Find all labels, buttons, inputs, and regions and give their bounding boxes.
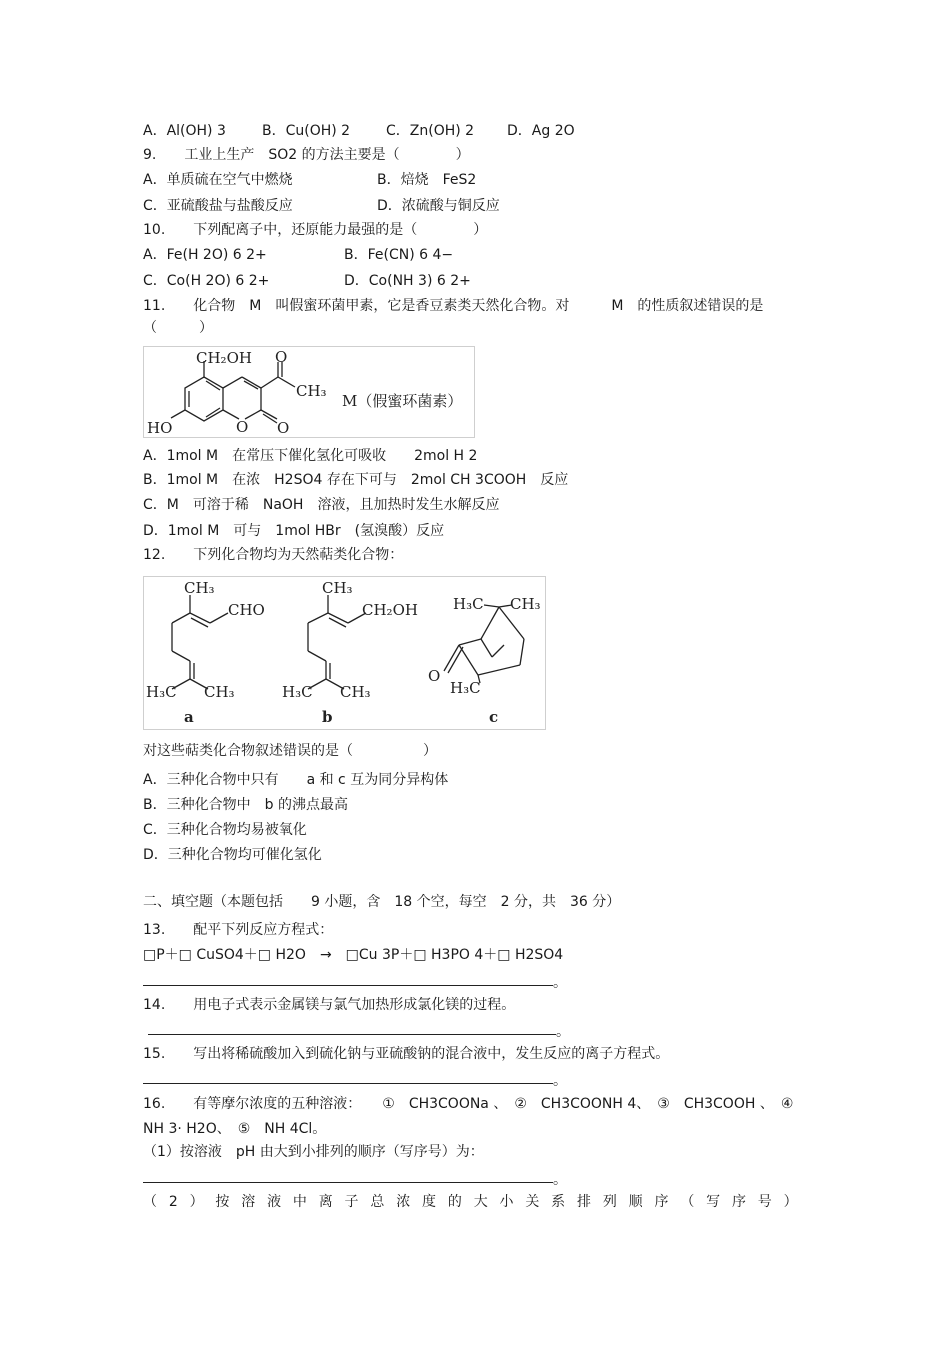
- label-ch3: CH₃: [296, 382, 327, 400]
- q16-part2-char: 号: [757, 1194, 772, 1210]
- q13-stem: 13. 配平下列反应方程式：: [143, 922, 334, 938]
- label-c-h3c: H₃C: [453, 595, 484, 613]
- q16-part2-char: 2: [168, 1194, 178, 1210]
- q16-part2-char: 浓: [396, 1194, 411, 1210]
- q14-stem: 14. 用电子式表示金属镁与氯气加热形成氯化镁的过程。: [143, 997, 516, 1013]
- q10-option-a: A．Fe(H 2O) 6 2+: [143, 247, 267, 263]
- q16-part2-char: 总: [370, 1194, 385, 1210]
- q16-part2-char: 大: [473, 1194, 488, 1210]
- compound-m-structure: [144, 347, 474, 437]
- q13-equation: □P＋□ CuSO4＋□ H2O → □Cu 3P＋□ H3PO 4＋□ H2SO4: [143, 947, 564, 963]
- q16-part2: [143, 1193, 798, 1211]
- label-b-h3c: H₃C: [282, 683, 313, 701]
- q12-option-a: A．三种化合物中只有 a 和 c 互为同分异构体: [143, 772, 449, 788]
- q9-stem: 9. 工业上生产 SO2 的方法主要是（ ）: [143, 147, 470, 163]
- q11-stem-paren: （ ）: [143, 320, 213, 336]
- q12-option-d: D．三种化合物均可催化氢化: [143, 847, 322, 863]
- q16-part2-char: ）: [783, 1194, 798, 1210]
- q16-part2-char: （: [143, 1194, 157, 1210]
- q16-part2-char: 子: [344, 1194, 359, 1210]
- q8-option-d: D．Ag 2O: [507, 123, 575, 139]
- q12-option-b: B．三种化合物中 b 的沸点最高: [143, 797, 348, 813]
- label-ho: HO: [147, 419, 173, 437]
- q16-part2-char: 液: [267, 1194, 282, 1210]
- q16-part2-char: （: [680, 1194, 695, 1210]
- q16-part2-char: 中: [292, 1194, 307, 1210]
- label-o-top: O: [275, 348, 288, 366]
- label-o-carbonyl: O: [277, 419, 290, 437]
- q16-part2-char: 按: [215, 1194, 230, 1210]
- q16-part2-char: 序: [731, 1194, 746, 1210]
- terpenes-structure: [144, 577, 545, 729]
- label-compound-c: c: [489, 708, 499, 726]
- q16-part2-char: 序: [654, 1194, 669, 1210]
- q13-period: 。: [553, 975, 567, 991]
- label-b-ch3: CH₃: [322, 579, 353, 597]
- q8-option-b: B．Cu(OH) 2: [262, 123, 351, 139]
- q11-stem: 11. 化合物 M 叫假蜜环菌甲素，它是香豆素类天然化合物。对 M 的性质叙述错误的是: [143, 298, 764, 314]
- q10-option-b: B．Fe(CN) 6 4−: [344, 247, 454, 263]
- q14-answer-line: [148, 1034, 556, 1035]
- q16-stem-2: NH 3· H2O、 ⑤ NH 4Cl。: [143, 1121, 327, 1137]
- q16-part2-char: 溶: [241, 1194, 256, 1210]
- q15-period: 。: [553, 1073, 567, 1089]
- q11-option-a: A．1mol M 在常压下催化氢化可吸收 2mol H 2: [143, 448, 478, 464]
- q16-part2-char: 排: [577, 1194, 591, 1210]
- q10-stem: 10. 下列配离子中，还原能力最强的是（ ）: [143, 222, 488, 238]
- q16-part1-answer-line: [143, 1182, 553, 1183]
- structure-figure-m: [143, 346, 475, 438]
- q9-option-a: A．单质硫在空气中燃烧: [143, 172, 293, 188]
- q16-part2-char: 关: [525, 1194, 540, 1210]
- label-a-cho: CHO: [228, 601, 265, 619]
- q8-option-a: A．Al(OH) 3: [143, 123, 226, 139]
- q9-option-b: B．焙烧 FeS2: [377, 172, 477, 188]
- structure-figure-terpenes: [143, 576, 546, 730]
- q8-option-c: C．Zn(OH) 2: [386, 123, 475, 139]
- label-a-h3c: H₃C: [146, 683, 177, 701]
- q16-part2-char: 写: [706, 1194, 721, 1210]
- q16-part2-char: 系: [551, 1194, 566, 1210]
- q11-option-b: B．1mol M 在浓 H2SO4 存在下可与 2mol CH 3COOH 反应: [143, 472, 569, 488]
- q16-part2-char: 顺: [628, 1194, 643, 1210]
- label-compound-b: b: [322, 708, 333, 726]
- q16-part2-char: 离: [318, 1194, 333, 1210]
- label-b-ch2oh: CH₂OH: [362, 601, 418, 619]
- label-c-ch3: CH₃: [510, 595, 541, 613]
- q16-part2-char: 小: [499, 1194, 514, 1210]
- q13-answer-line: [143, 985, 553, 986]
- q10-option-d: D．Co(NH 3) 6 2+: [344, 273, 471, 289]
- q16-part1-period: 。: [553, 1172, 567, 1188]
- label-a-ch3-b: CH₃: [204, 683, 235, 701]
- q12-stem-2: 对这些萜类化合物叙述错误的是（ ）: [143, 743, 437, 759]
- q9-option-d: D．浓硫酸与铜反应: [377, 198, 500, 214]
- q15-answer-line: [143, 1083, 553, 1084]
- q12-stem: 12. 下列化合物均为天然萜类化合物：: [143, 547, 404, 563]
- q16-part2-char: ）: [189, 1194, 204, 1210]
- q11-option-d: D．1mol M 可与 1mol HBr (氢溴酸）反应: [143, 523, 445, 539]
- label-c-o: O: [428, 667, 441, 685]
- section-2-heading: 二、填空题（本题包括 9 小题，含 18 个空，每空 2 分，共 36 分）: [143, 894, 621, 910]
- q16-part2-char: 的: [447, 1194, 462, 1210]
- figure-caption-m: M（假蜜环菌素）: [342, 392, 463, 410]
- label-compound-a: a: [184, 708, 194, 726]
- label-a-ch3: CH₃: [184, 579, 215, 597]
- q9-option-c: C．亚硫酸盐与盐酸反应: [143, 198, 293, 214]
- q15-stem: 15. 写出将稀硫酸加入到硫化钠与亚硫酸钠的混合液中，发生反应的离子方程式。: [143, 1046, 670, 1062]
- label-ch2oh: CH₂OH: [196, 349, 252, 367]
- label-o-ring: O: [236, 418, 249, 436]
- q16-part2-char: 度: [422, 1194, 437, 1210]
- q16-part1: （1）按溶液 pH 由大到小排列的顺序（写序号）为：: [143, 1144, 484, 1160]
- q16-stem: 16. 有等摩尔浓度的五种溶液： ① CH3COONa 、 ② CH3COONH 4、 ③ CH3COOH 、 ④: [143, 1096, 794, 1112]
- q12-option-c: C．三种化合物均易被氧化: [143, 822, 307, 838]
- q14-period: 。: [556, 1024, 570, 1040]
- q11-option-c: C．M 可溶于稀 NaOH 溶液，且加热时发生水解反应: [143, 497, 500, 513]
- label-c-h3c-2: H₃C: [450, 679, 481, 697]
- q10-option-c: C．Co(H 2O) 6 2+: [143, 273, 270, 289]
- label-b-ch3-b: CH₃: [340, 683, 371, 701]
- q16-part2-char: 列: [602, 1194, 617, 1210]
